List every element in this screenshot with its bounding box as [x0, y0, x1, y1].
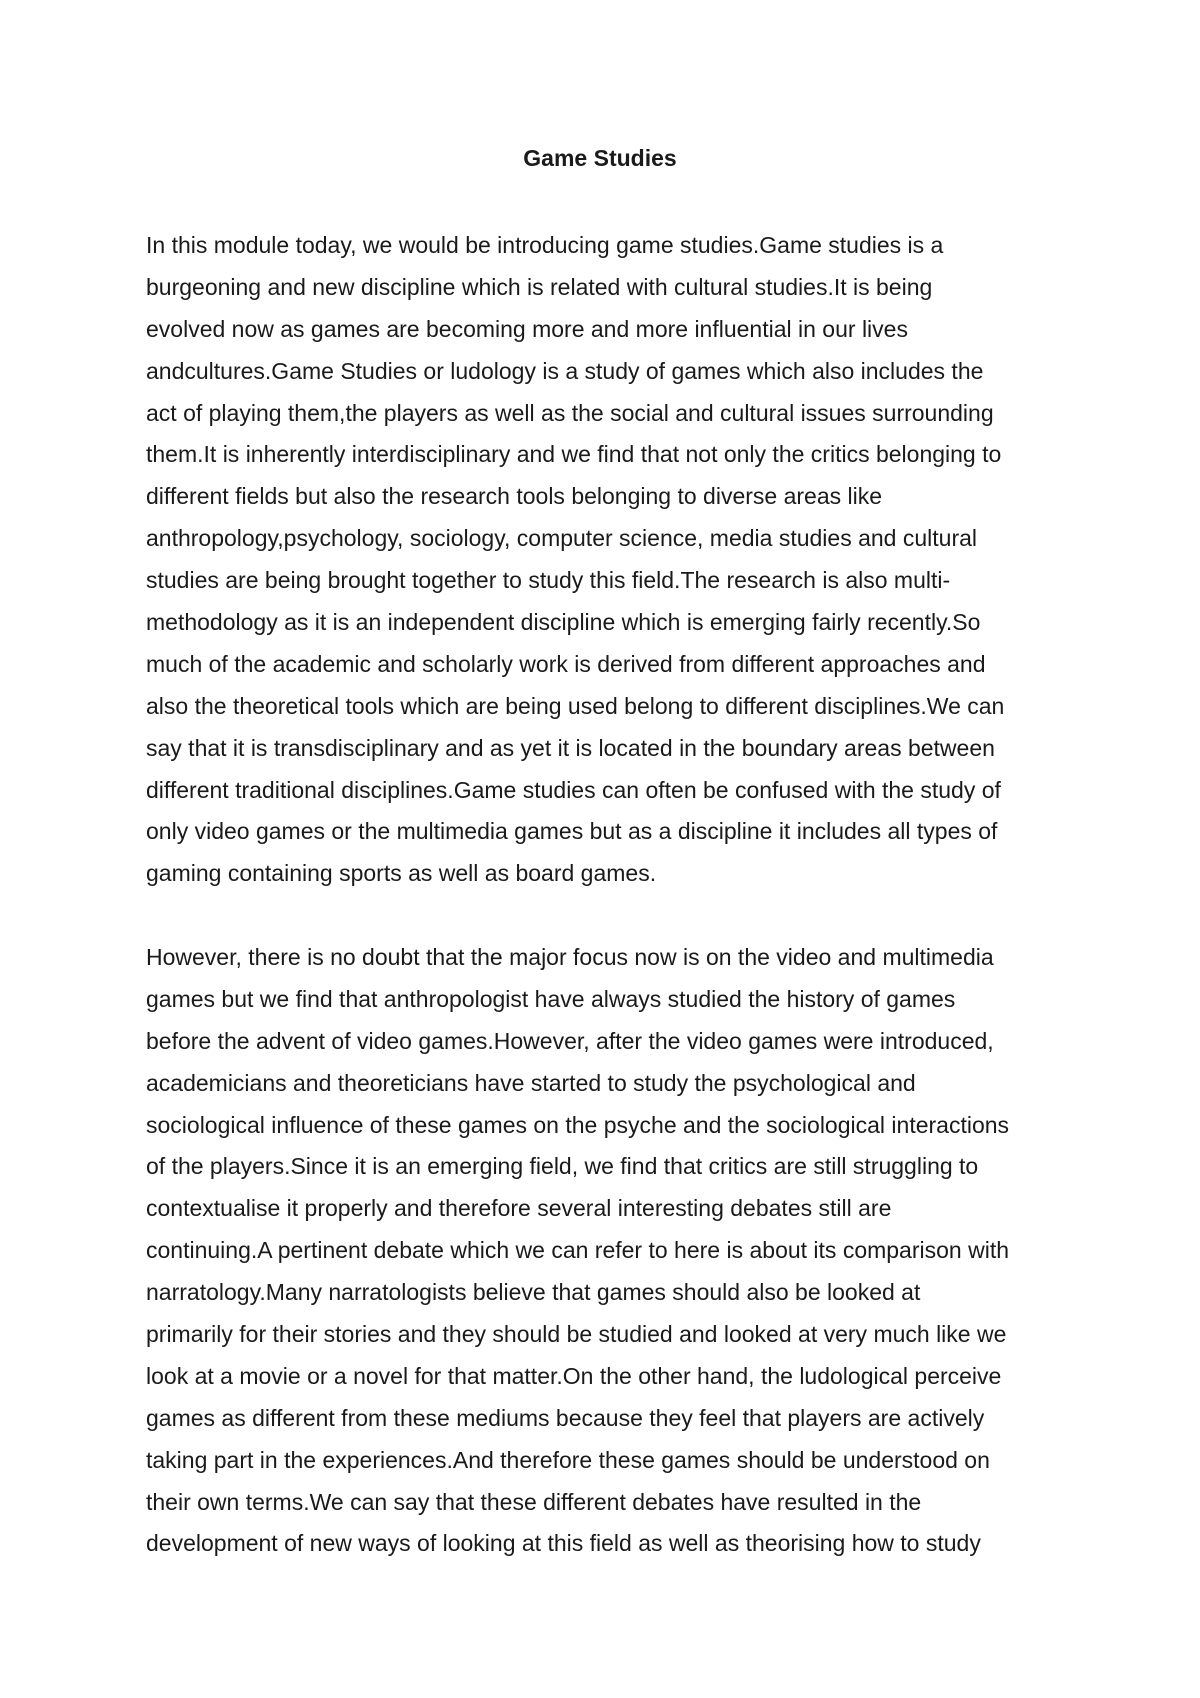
text-line: different fields but also the research tools belonging to diverse areas like	[146, 483, 883, 510]
text-line: games as different from these mediums because they feel that players are actively	[146, 1404, 985, 1431]
text-line: different traditional disciplines.Game studies can often be confused with the study of	[146, 776, 1001, 803]
text-line: gaming containing sports as well as board games.	[146, 860, 657, 887]
text-line: only video games or the multimedia games but as a discipline it includes all types of	[146, 818, 998, 845]
text-line: their own terms.We can say that these different debates have resulted in the	[146, 1488, 922, 1515]
text-line: burgeoning and new discipline which is related with cultural studies.It is being	[146, 273, 933, 300]
text-line: say that it is transdisciplinary and as yet it is located in the boundary areas between	[146, 734, 995, 761]
paragraph-1	[146, 225, 1004, 895]
paragraph-2	[146, 937, 1009, 1565]
text-line: before the advent of video games.However, after the video games were introduced,	[146, 1027, 994, 1054]
text-line: narratology.Many narratologists believe that games should also be looked at	[146, 1279, 921, 1306]
text-line: anthropology,psychology, sociology, computer science, media studies and cultural	[146, 525, 978, 552]
text-line: studies are being brought together to study this field.The research is also multi-	[146, 567, 951, 594]
text-line: of the players.Since it is an emerging field, we find that critics are still struggling to	[146, 1153, 979, 1180]
text-line: look at a movie or a novel for that matter.On the other hand, the ludological perceive	[146, 1362, 1002, 1389]
text-line: methodology as it is an independent discipline which is emerging fairly recently.So	[146, 609, 981, 636]
text-line: them.It is inherently interdisciplinary and we find that not only the critics belonging to	[146, 441, 1002, 468]
text-line: andcultures.Game Studies or ludology is a study of games which also includes the	[146, 357, 984, 384]
text-line: act of playing them,the players as well as the social and cultural issues surrounding	[146, 399, 994, 426]
text-line: evolved now as games are becoming more and more influential in our lives	[146, 315, 908, 342]
text-line: continuing.A pertinent debate which we can refer to here is about its comparison with	[146, 1237, 1009, 1264]
page-title: Game Studies	[523, 145, 677, 171]
text-line: taking part in the experiences.And therefore these games should be understood on	[146, 1446, 990, 1473]
text-line: In this module today, we would be introducing game studies.Game studies is a	[146, 232, 944, 258]
text-line: primarily for their stories and they should be studied and looked at very much like we	[146, 1321, 1007, 1348]
text-line: also the theoretical tools which are being used belong to different disciplines.We can	[146, 692, 1005, 719]
text-line: much of the academic and scholarly work is derived from different approaches and	[146, 650, 986, 677]
text-line: academicians and theoreticians have started to study the psychological and	[146, 1069, 916, 1096]
text-line: games but we find that anthropologist have always studied the history of games	[146, 985, 956, 1012]
text-line: development of new ways of looking at this field as well as theorising how to study	[146, 1530, 981, 1557]
text-line: sociological influence of these games on the psyche and the sociological interactions	[146, 1111, 1010, 1138]
text-line: However, there is no doubt that the major focus now is on the video and multimedia	[146, 944, 994, 970]
text-line: contextualise it properly and therefore several interesting debates still are	[146, 1195, 892, 1222]
